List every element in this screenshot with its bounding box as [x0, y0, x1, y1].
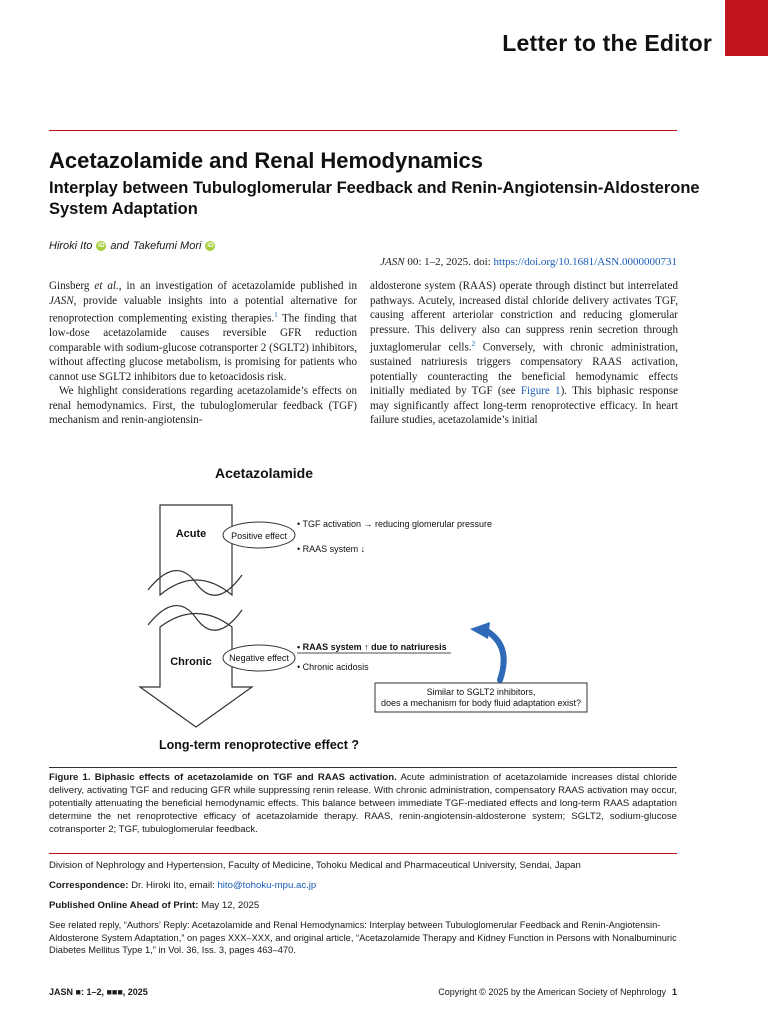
body-column-right [370, 279, 678, 428]
footer-journal: JASN ■: 1–2, ■■■, 2025 [49, 987, 148, 997]
figure-link[interactable]: Figure 1 [520, 385, 561, 398]
chronic-label: Chronic [170, 656, 212, 668]
paragraph [370, 279, 678, 428]
positive-effect-label: Positive effect [231, 531, 287, 541]
text-run: aldosterone system (RAAS) operate through distinct but interrelated pathways. Acutely, increased distal chloride delivery activates TGF, causing afferent arteriolar constriction and reducing glomerular pressure. This delivery also can suppress renin secretion through juxtaglomerular cells. [370, 280, 678, 354]
text-run: Ginsberg [49, 280, 95, 292]
bottom-label: Long-term renoprotective effect ? [158, 738, 360, 752]
published-value: May 12, 2025 [198, 900, 260, 911]
section-label: Letter to the Editor [502, 30, 712, 56]
email-link[interactable]: hito@tohoku-mpu.ac.jp [217, 880, 317, 891]
figure-caption [49, 771, 677, 836]
author-name[interactable]: Takefumi Mori [132, 240, 202, 252]
caption-text: Acute administration of acetazolamide increases distal chloride delivery, activating TGF and reducing GFR while suppressing renin release. With chronic administration, compensatory RAAS activation may occur, potentially attenuating the beneficial hemodynamic effects. This balance between immediate TGF-mediated effects and long-term RAAS adaptation determine the net renoprotective efficacy of acetazolamide therapy. RAAS, renin-angiotensin-aldosterone system; SGLT2, sodium-glucose cotransporter 2; TGF, tubuloglomerular feedback. [49, 772, 677, 835]
reference-link[interactable]: 1 [274, 311, 278, 319]
copyright-text: Copyright © 2025 by the American Society of Nephrology [438, 987, 666, 997]
page-number: 1 [671, 987, 677, 997]
body-column-left [49, 279, 357, 428]
journal-abbrev: JASN [380, 256, 405, 268]
article-subtitle: Interplay between Tubuloglomerular Feedback and Renin-Angiotensin-Aldosterone System Adaptation [49, 179, 700, 218]
tgf-activation-text: • TGF activation → reducing glomerular pressure [297, 519, 493, 529]
header-rule [49, 130, 677, 131]
corner-tab [725, 0, 768, 56]
author-list [49, 240, 215, 252]
citation-line [380, 256, 677, 268]
affiliation: Division of Nephrology and Hypertension, Faculty of Medicine, Tohoku Medical and Pharmaceutical University, Sendai, Japan [49, 860, 581, 871]
paragraph [49, 279, 357, 384]
text-run: , in an investigation of acetazolamide published in [118, 280, 358, 292]
figure-diagram [0, 455, 768, 765]
correspondence-label: Correspondence: [49, 880, 129, 891]
acute-label: Acute [175, 528, 207, 540]
caption-rule [49, 767, 677, 768]
published-date [49, 900, 259, 911]
published-label: Published Online Ahead of Print: [49, 900, 199, 911]
figure-title: Acetazolamide [214, 465, 314, 481]
break-wave-bottom [148, 606, 242, 631]
footer-copyright [438, 987, 677, 997]
question-box-line2: does a mechanism for body fluid adaptation exist? [380, 698, 582, 708]
doi-link[interactable]: https://doi.org/10.1681/ASN.0000000731 [493, 256, 677, 268]
affiliation-rule [49, 853, 677, 854]
article-title: Acetazolamide and Renal Hemodynamics [49, 148, 484, 173]
text-run: , provide valuable insights into a potential alternative for renoprotection complementing existing therapies. [49, 294, 357, 325]
correspondence-text: Dr. Hiroki Ito, email: [128, 880, 218, 891]
author-name[interactable]: Hiroki Ito [49, 240, 93, 252]
citation-text: 00: 1–2, 2025. doi: [404, 256, 494, 268]
paragraph: We highlight considerations regarding acetazolamide’s effects on renal hemodynamics. First, the tubuloglomerular feedback (TGF) mechanism and renin-angiotensin- [49, 385, 357, 427]
text-run: et al. [94, 280, 119, 292]
arrow-lower-segment [140, 614, 252, 728]
raas-down-text: • RAAS system ↓ [297, 544, 366, 554]
negative-effect-label: Negative effect [229, 653, 289, 663]
text-run: JASN [49, 294, 74, 307]
author-separator: and [110, 240, 129, 252]
orcid-icon[interactable]: iD [98, 242, 105, 249]
text-run: Conversely, with chronic administration, sustained natriuresis triggers compensatory RAAS activation, potentially counteracting the beneficial hemodynamic effects initially mediated by TGF (see [370, 341, 678, 398]
chronic-acidosis-text: • Chronic acidosis [297, 662, 369, 672]
raas-up-text: • RAAS system ↑ due to natriuresis [297, 642, 447, 652]
arrow-upper-segment [160, 505, 232, 595]
caption-label: Figure 1. Biphasic effects of acetazolamide on TGF and RAAS activation. [49, 772, 397, 783]
question-box-line1: Similar to SGLT2 inhibitors, [426, 687, 536, 697]
curved-arrow-head [470, 622, 490, 639]
orcid-icon[interactable]: iD [207, 242, 214, 249]
text-run: The finding that low-dose acetazolamide causes reversible GFR reduction comparable with sodium-glucose cotransporter 2 (SGLT2) inhibitors, without affecting glucose metabolism, is promising for patients who cannot use SGLT2 inhibitors due to ketoacidosis risk. [49, 312, 357, 383]
see-also-note: See related reply, “Authors’ Reply: Acetazolamide and Renal Hemodynamics: Interplay between Tubuloglomerular Feedback and Renin-Angiotensin-Aldosterone System Adaptation,” on pages XXX–XXX, and original article, “Acetazolamide Therapy and Kidney Function in Persons with Nonalbuminuric Diabetes Mellitus Type 1,” in Vol. 36, Iss. 3, pages 463–470. [49, 920, 677, 955]
text-run: ). This biphasic response may significantly affect long-term renoprotective efficacy. In heart failure studies, acetazolamide’s initial [370, 385, 678, 427]
correspondence [49, 880, 316, 891]
reference-link[interactable]: 2 [471, 340, 476, 348]
